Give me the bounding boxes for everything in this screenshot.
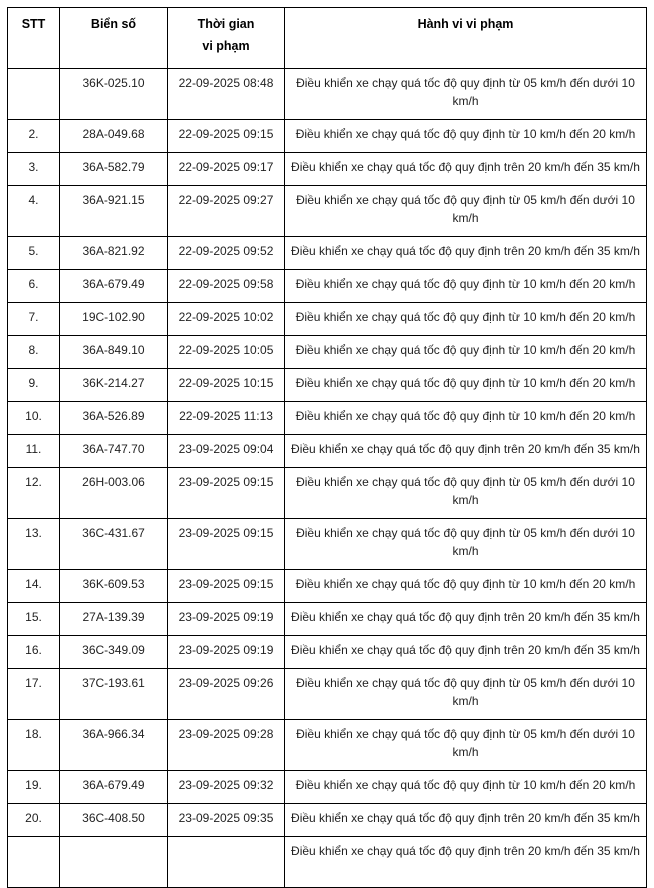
- cell-stt: 17.: [8, 669, 60, 720]
- cell-plate: 36C-408.50: [60, 804, 168, 837]
- cell-violation: Điều khiển xe chạy quá tốc độ quy định từ 05 km/h đến dưới 10 km/h: [285, 519, 647, 570]
- cell-time: 23-09-2025 09:28: [168, 720, 285, 771]
- header-row: [8, 8, 647, 69]
- cell-plate: 36A-679.49: [60, 270, 168, 303]
- cell-stt: 18.: [8, 720, 60, 771]
- cell-plate: 36A-849.10: [60, 336, 168, 369]
- cell-violation: Điều khiển xe chạy quá tốc độ quy định từ 10 km/h đến 20 km/h: [285, 120, 647, 153]
- table-row: [8, 804, 647, 837]
- table-row: [8, 519, 647, 570]
- table-row: [8, 636, 647, 669]
- table-row: [8, 369, 647, 402]
- table-row: [8, 402, 647, 435]
- cell-time: 23-09-2025 09:19: [168, 636, 285, 669]
- cell-violation: Điều khiển xe chạy quá tốc độ quy định từ 10 km/h đến 20 km/h: [285, 570, 647, 603]
- cell-time: 22-09-2025 10:02: [168, 303, 285, 336]
- cell-plate: 36K-214.27: [60, 369, 168, 402]
- header-time: [168, 8, 285, 69]
- cell-stt: 11.: [8, 435, 60, 468]
- cell-stt: 8.: [8, 336, 60, 369]
- table-row: [8, 303, 647, 336]
- cell-stt: 12.: [8, 468, 60, 519]
- cell-plate: [60, 837, 168, 888]
- cell-stt: 15.: [8, 603, 60, 636]
- cell-stt: 16.: [8, 636, 60, 669]
- cell-stt: [8, 69, 60, 120]
- cell-violation: Điều khiển xe chạy quá tốc độ quy định trên 20 km/h đến 35 km/h: [285, 804, 647, 837]
- table-row: [8, 669, 647, 720]
- cell-violation: Điều khiển xe chạy quá tốc độ quy định từ 05 km/h đến dưới 10 km/h: [285, 186, 647, 237]
- cell-plate: 36A-921.15: [60, 186, 168, 237]
- table-row: [8, 603, 647, 636]
- cell-violation: Điều khiển xe chạy quá tốc độ quy định từ 05 km/h đến dưới 10 km/h: [285, 669, 647, 720]
- cell-stt: 13.: [8, 519, 60, 570]
- cell-plate: 36A-679.49: [60, 771, 168, 804]
- cell-violation: Điều khiển xe chạy quá tốc độ quy định từ 10 km/h đến 20 km/h: [285, 303, 647, 336]
- cell-violation: Điều khiển xe chạy quá tốc độ quy định từ 10 km/h đến 20 km/h: [285, 369, 647, 402]
- cell-plate: 36K-025.10: [60, 69, 168, 120]
- cell-time: 22-09-2025 09:52: [168, 237, 285, 270]
- cell-stt: 3.: [8, 153, 60, 186]
- cell-time: 22-09-2025 09:15: [168, 120, 285, 153]
- table-row: [8, 570, 647, 603]
- cell-plate: 36A-526.89: [60, 402, 168, 435]
- table-row: [8, 153, 647, 186]
- cell-violation: Điều khiển xe chạy quá tốc độ quy định từ 05 km/h đến dưới 10 km/h: [285, 468, 647, 519]
- table-row: [8, 435, 647, 468]
- cell-stt: 9.: [8, 369, 60, 402]
- cell-stt: 5.: [8, 237, 60, 270]
- table-row: [8, 69, 647, 120]
- cell-time: 23-09-2025 09:19: [168, 603, 285, 636]
- cell-plate: 19C-102.90: [60, 303, 168, 336]
- cell-time: 23-09-2025 09:15: [168, 519, 285, 570]
- cell-plate: 27A-139.39: [60, 603, 168, 636]
- cell-time: 23-09-2025 09:15: [168, 570, 285, 603]
- cell-violation: Điều khiển xe chạy quá tốc độ quy định từ 10 km/h đến 20 km/h: [285, 270, 647, 303]
- cell-stt: 20.: [8, 804, 60, 837]
- cell-violation: Điều khiển xe chạy quá tốc độ quy định trên 20 km/h đến 35 km/h: [285, 435, 647, 468]
- cell-plate: 36C-349.09: [60, 636, 168, 669]
- cell-plate: 26H-003.06: [60, 468, 168, 519]
- header-time-line1: Thời gian: [197, 17, 255, 31]
- cell-violation: Điều khiển xe chạy quá tốc độ quy định trên 20 km/h đến 35 km/h: [285, 636, 647, 669]
- cell-time: 22-09-2025 08:48: [168, 69, 285, 120]
- cell-violation: Điều khiển xe chạy quá tốc độ quy định trên 20 km/h đến 35 km/h: [285, 153, 647, 186]
- cell-stt: 10.: [8, 402, 60, 435]
- cell-time: 23-09-2025 09:04: [168, 435, 285, 468]
- cell-violation: Điều khiển xe chạy quá tốc độ quy định trên 20 km/h đến 35 km/h: [285, 603, 647, 636]
- cell-time: 22-09-2025 09:17: [168, 153, 285, 186]
- cell-time: 23-09-2025 09:15: [168, 468, 285, 519]
- cell-plate: 36A-966.34: [60, 720, 168, 771]
- table-row: [8, 336, 647, 369]
- header-stt: STT: [8, 8, 60, 69]
- cell-plate: 36A-582.79: [60, 153, 168, 186]
- table-row: [8, 120, 647, 153]
- cell-stt: 19.: [8, 771, 60, 804]
- cell-violation: Điều khiển xe chạy quá tốc độ quy định từ 10 km/h đến 20 km/h: [285, 771, 647, 804]
- cell-stt: 14.: [8, 570, 60, 603]
- cell-violation: Điều khiển xe chạy quá tốc độ quy định từ 10 km/h đến 20 km/h: [285, 336, 647, 369]
- cell-time: 22-09-2025 10:05: [168, 336, 285, 369]
- cell-time: 22-09-2025 09:58: [168, 270, 285, 303]
- table-row: [8, 837, 647, 888]
- cell-stt: 4.: [8, 186, 60, 237]
- cell-plate: 36A-821.92: [60, 237, 168, 270]
- header-plate: Biển số: [60, 8, 168, 69]
- cell-violation: Điều khiển xe chạy quá tốc độ quy định từ 05 km/h đến dưới 10 km/h: [285, 69, 647, 120]
- header-violation: Hành vi vi phạm: [285, 8, 647, 69]
- cell-stt: 2.: [8, 120, 60, 153]
- cell-time: 22-09-2025 09:27: [168, 186, 285, 237]
- cell-stt: 6.: [8, 270, 60, 303]
- header-time-line2: vi phạm: [202, 39, 250, 53]
- cell-plate: 28A-049.68: [60, 120, 168, 153]
- cell-plate: 36A-747.70: [60, 435, 168, 468]
- cell-time: 22-09-2025 10:15: [168, 369, 285, 402]
- cell-violation: Điều khiển xe chạy quá tốc độ quy định từ 10 km/h đến 20 km/h: [285, 402, 647, 435]
- table-row: [8, 186, 647, 237]
- cell-time: 23-09-2025 09:35: [168, 804, 285, 837]
- violations-table: [7, 7, 647, 888]
- cell-time: 23-09-2025 09:26: [168, 669, 285, 720]
- cell-time: [168, 837, 285, 888]
- table-row: [8, 720, 647, 771]
- cell-violation: Điều khiển xe chạy quá tốc độ quy định trên 20 km/h đến 35 km/h: [285, 237, 647, 270]
- cell-time: 23-09-2025 09:32: [168, 771, 285, 804]
- table-header: [8, 8, 647, 69]
- table-body: [8, 69, 647, 888]
- cell-plate: 36C-431.67: [60, 519, 168, 570]
- cell-stt: 7.: [8, 303, 60, 336]
- table-row: [8, 270, 647, 303]
- table-row: [8, 468, 647, 519]
- cell-violation: Điều khiển xe chạy quá tốc độ quy định trên 20 km/h đến 35 km/h: [285, 837, 647, 888]
- table-row: [8, 771, 647, 804]
- cell-plate: 37C-193.61: [60, 669, 168, 720]
- page: [0, 7, 654, 858]
- cell-plate: 36K-609.53: [60, 570, 168, 603]
- cell-violation: Điều khiển xe chạy quá tốc độ quy định từ 05 km/h đến dưới 10 km/h: [285, 720, 647, 771]
- cell-stt: [8, 837, 60, 888]
- cell-time: 22-09-2025 11:13: [168, 402, 285, 435]
- table-row: [8, 237, 647, 270]
